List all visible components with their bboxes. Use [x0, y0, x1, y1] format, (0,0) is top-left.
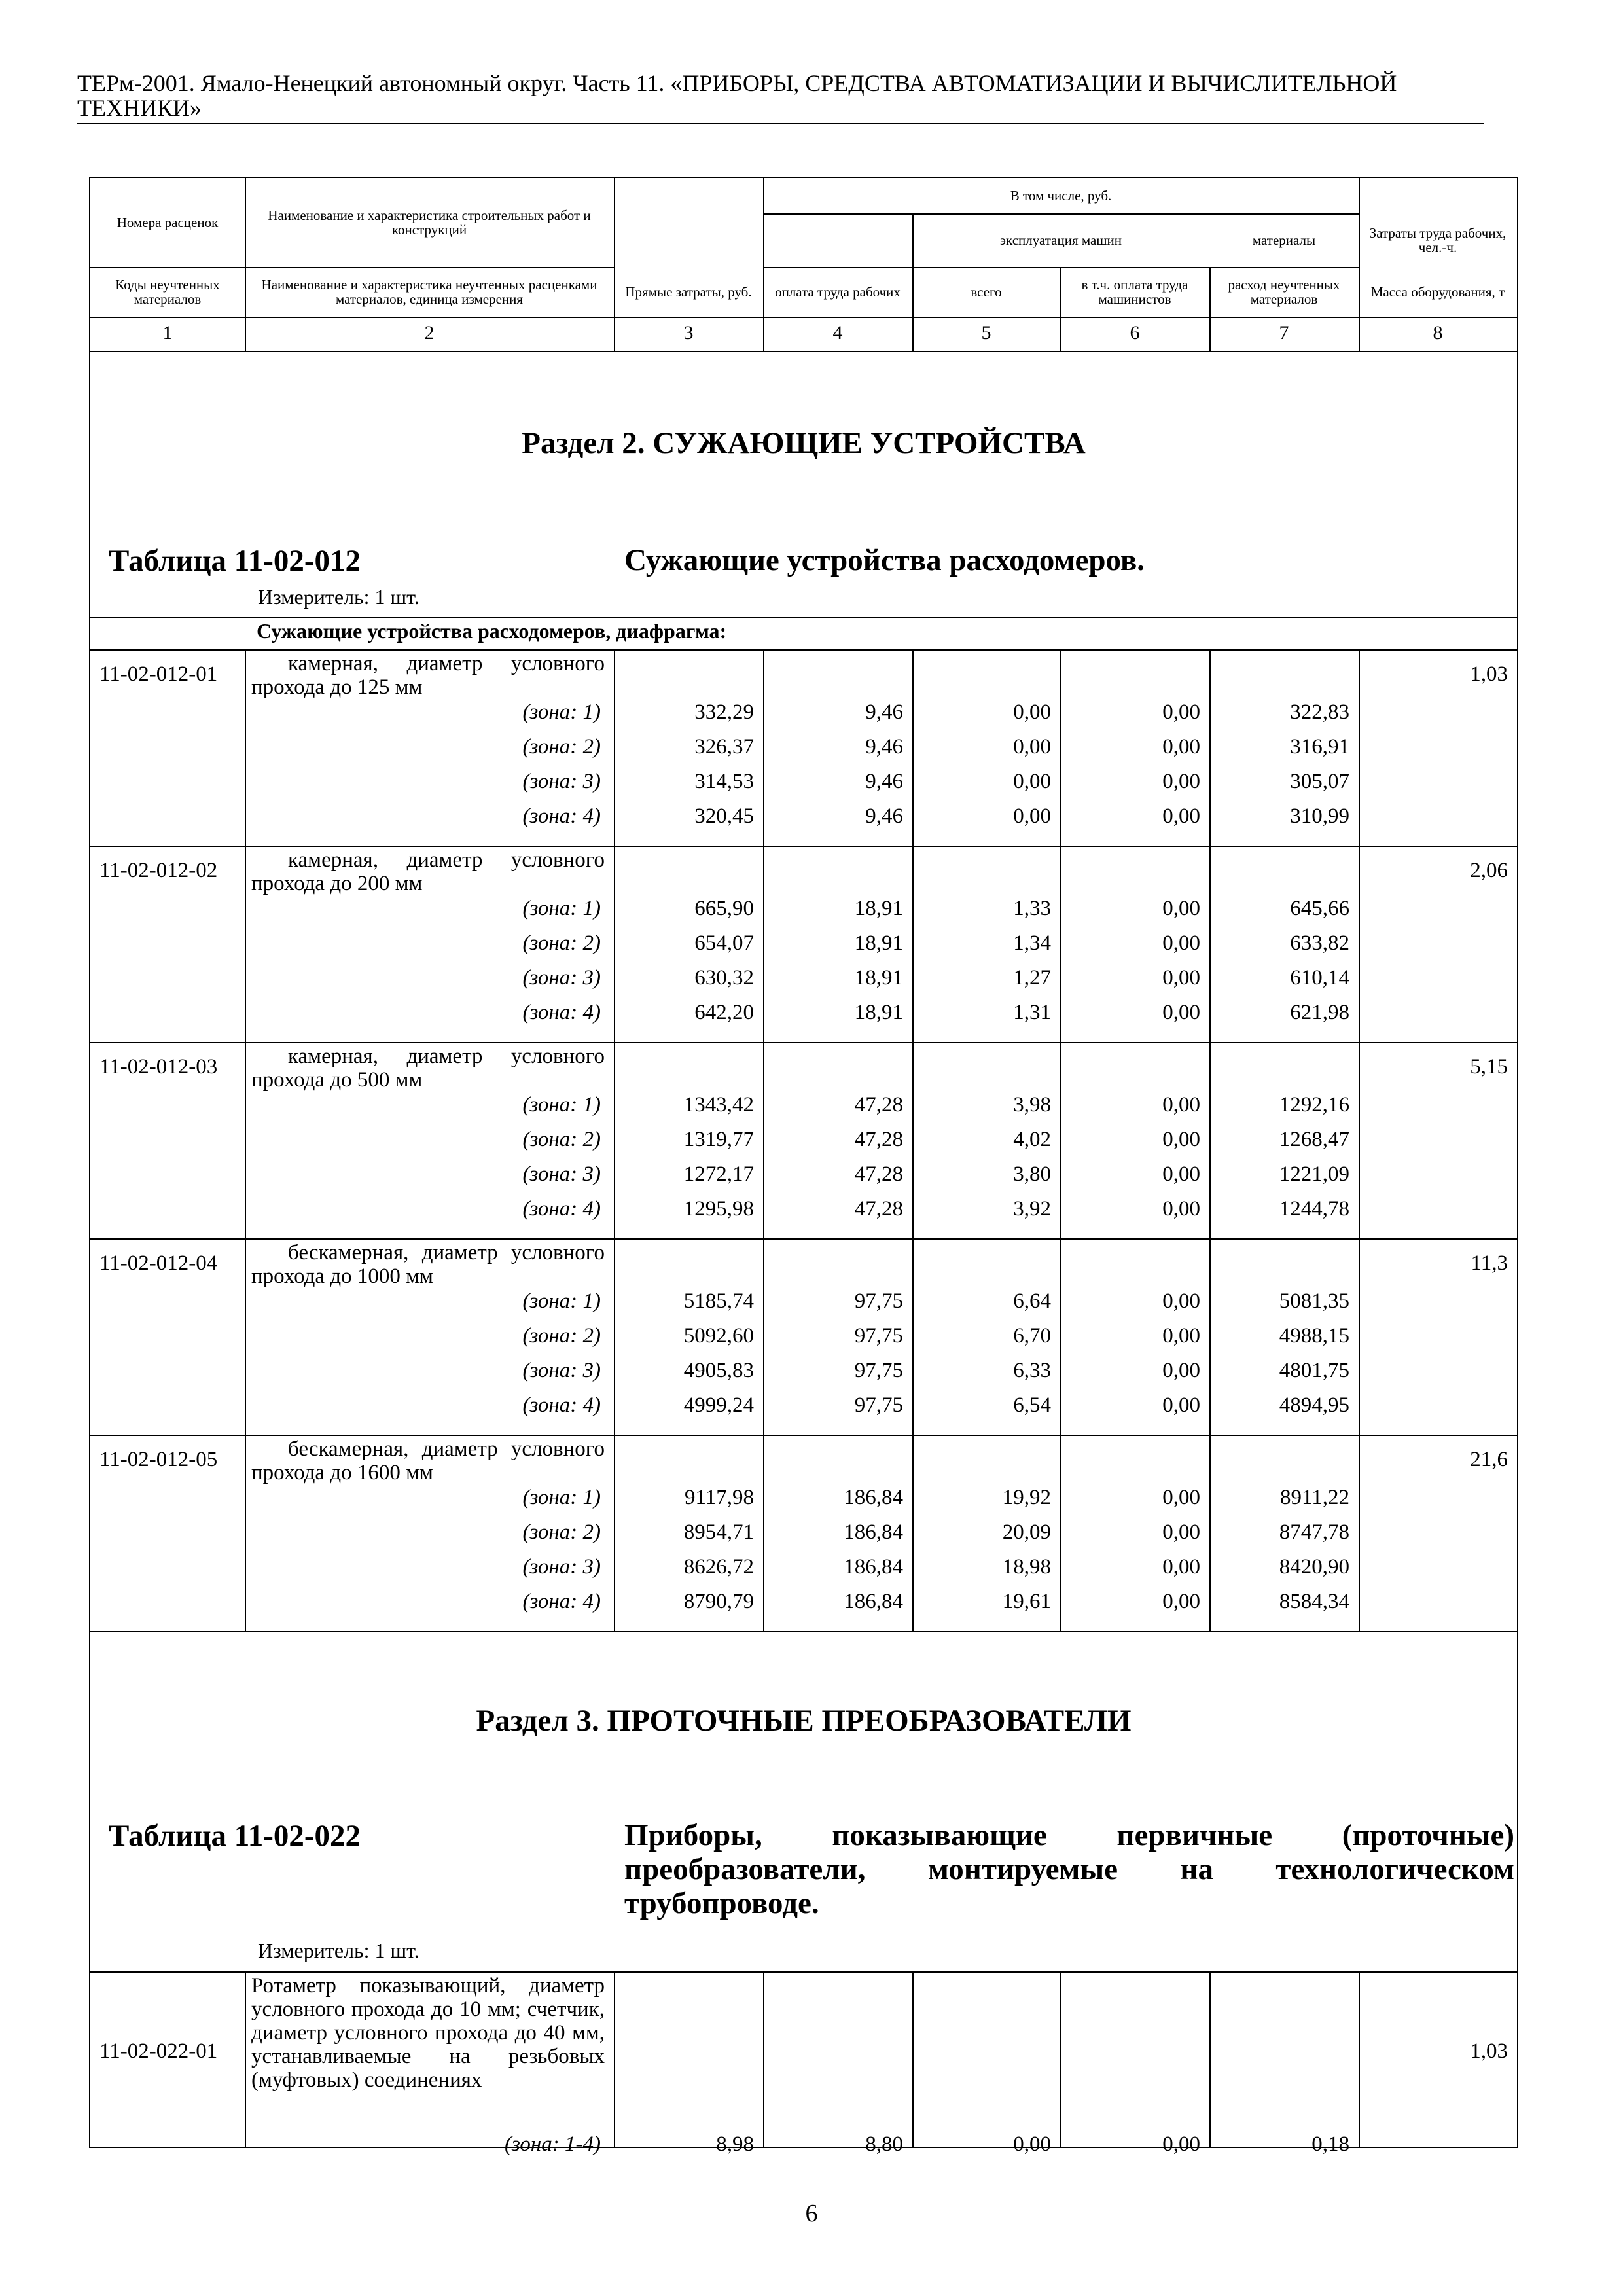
table-cell-value: 18,91	[854, 1001, 903, 1024]
table-cell-value: 0,00	[1162, 931, 1200, 955]
grid-line	[90, 1238, 1517, 1240]
table-cell-value: 47,28	[854, 1128, 903, 1151]
zone-label: (зона: 1-4)	[504, 2132, 601, 2156]
table-cell-value: 186,84	[844, 1486, 903, 1509]
header-cell: в т.ч. оплата труда машинистов	[1081, 277, 1188, 307]
table-cell-value: 1,31	[1013, 1001, 1051, 1024]
section-title: Раздел 2. СУЖАЮЩИЕ УСТРОЙСТВА	[522, 426, 1086, 460]
grid-line	[245, 1238, 246, 1435]
table-cell-value: 332,29	[694, 700, 754, 724]
table-cell-value: 1343,42	[683, 1093, 754, 1117]
table-cell-value: 8626,72	[683, 1555, 754, 1579]
table-cell-value: 20,09	[1002, 1520, 1051, 1544]
table-cell-value: 0,00	[1162, 735, 1200, 759]
zone-label: (зона: 2)	[522, 735, 601, 759]
grid-line	[614, 1971, 615, 2147]
table-cell-value: 0,00	[1162, 1393, 1200, 1417]
table-cell-value: 19,92	[1002, 1486, 1051, 1509]
table-cell-value: 1292,16	[1279, 1093, 1349, 1117]
table-cell-value: 47,28	[854, 1093, 903, 1117]
table-cell-value: 654,07	[694, 931, 754, 955]
table-cell-value: 4988,15	[1279, 1324, 1349, 1348]
table-cell-value: 0,00	[1162, 1520, 1200, 1544]
table-cell-value: 18,91	[854, 897, 903, 920]
table-cell-value: 18,91	[854, 931, 903, 955]
zone-label: (зона: 3)	[522, 1359, 601, 1382]
grid-line	[245, 649, 246, 846]
table-cell-value: 4999,24	[683, 1393, 754, 1417]
grid-line	[245, 1971, 246, 2147]
table-cell-value: 0,00	[1162, 1359, 1200, 1382]
table-label: Таблица 11-02-012	[109, 544, 361, 578]
table-cell-value: 305,07	[1290, 770, 1349, 793]
table-cell-value: 645,66	[1290, 897, 1349, 920]
rate-description: камерная, диаметр условного прохода до 500 мм	[251, 1045, 605, 1092]
zone-label: (зона: 1)	[522, 1486, 601, 1509]
rate-description: бескамерная, диаметр условного прохода до 1600 мм	[251, 1437, 605, 1484]
zone-label: (зона: 2)	[522, 1520, 601, 1544]
column-number: 8	[1433, 322, 1443, 344]
table-cell-value: 5185,74	[683, 1289, 754, 1313]
table-cell-value: 47,28	[854, 1197, 903, 1221]
grid-line	[912, 1971, 914, 2147]
table-cell-value: 1221,09	[1279, 1162, 1349, 1186]
table-cell-value: 316,91	[1290, 735, 1349, 759]
table-cell-value: 9,46	[865, 770, 903, 793]
header-cell: материалы	[1252, 232, 1316, 248]
table-cell-value: 9,46	[865, 700, 903, 724]
grid-line	[90, 317, 1517, 318]
zone-label: (зона: 4)	[522, 804, 601, 828]
grid-line	[90, 1971, 1517, 1973]
table-cell-value: 1244,78	[1279, 1197, 1349, 1221]
rate-code: 11-02-012-02	[99, 859, 218, 882]
grid-line	[245, 846, 246, 1042]
running-header: ТЕРм-2001. Ямало-Ненецкий автономный округ. Часть 11. «ПРИБОРЫ, СРЕДСТВА АВТОМАТИЗАЦИИ И ВЫЧИСЛИТЕЛЬНОЙ ТЕХНИКИ»	[77, 71, 1484, 124]
table-cell-value: 4801,75	[1279, 1359, 1349, 1382]
table-cell-value: 4905,83	[683, 1359, 754, 1382]
header-cell: Наименование и характеристика строительных работ и конструкций	[268, 207, 591, 238]
rate-code: 11-02-012-01	[99, 662, 218, 686]
table-cell-value: 0,00	[1013, 770, 1051, 793]
labor-cost: 1,03	[1470, 662, 1508, 686]
zone-label: (зона: 4)	[522, 1590, 601, 1613]
grid-line	[1060, 1971, 1061, 2147]
table-cell-value: 0,00	[1162, 897, 1200, 920]
header-cell: Коды неучтенных материалов	[115, 277, 220, 307]
table-cell-value: 322,83	[1290, 700, 1349, 724]
table-cell-value: 1,33	[1013, 897, 1051, 920]
grid-line	[90, 1435, 1517, 1436]
header-cell: эксплуатация машин	[1000, 232, 1122, 248]
table-cell-value: 186,84	[844, 1590, 903, 1613]
table-cell-value: 6,70	[1013, 1324, 1051, 1348]
column-number: 1	[162, 322, 173, 344]
table-cell-value: 0,00	[1162, 1555, 1200, 1579]
table-cell-value: 8954,71	[683, 1520, 754, 1544]
table-cell-value: 314,53	[694, 770, 754, 793]
table-label: Таблица 11-02-022	[109, 1819, 361, 1853]
table-cell-value: 0,00	[1162, 1197, 1200, 1221]
table-cell-value: 3,92	[1013, 1197, 1051, 1221]
table-cell-value: 0,18	[1311, 2132, 1349, 2156]
table-title: Сужающие устройства расходомеров.	[624, 543, 1145, 577]
table-title: Приборы, показывающие первичные (проточные) преобразователи, монтируемые на технологическом трубопроводе.	[624, 1818, 1514, 1920]
table-cell-value: 630,32	[694, 966, 754, 990]
grid-line	[90, 1042, 1517, 1043]
table-cell-value: 8,98	[716, 2132, 754, 2156]
labor-cost: 21,6	[1470, 1448, 1508, 1471]
table-cell-value: 8420,90	[1279, 1555, 1349, 1579]
measure-unit: Измеритель: 1 шт.	[258, 585, 419, 609]
zone-label: (зона: 1)	[522, 1093, 601, 1117]
table-cell-value: 3,80	[1013, 1162, 1051, 1186]
zone-label: (зона: 4)	[522, 1001, 601, 1024]
rate-description: Ротаметр показывающий, диаметр условного прохода до 10 мм; счетчик, диаметр условного прохода до 40 мм, устанавливаемые на резьбовых (муфтовых) соединениях	[251, 1974, 605, 2092]
header-cell: Затраты труда рабочих, чел.-ч.	[1369, 225, 1507, 255]
table-cell-value: 0,00	[1162, 1590, 1200, 1613]
table-cell-value: 6,54	[1013, 1393, 1051, 1417]
zone-label: (зона: 2)	[522, 931, 601, 955]
table-cell-value: 0,00	[1013, 735, 1051, 759]
labor-cost: 1,03	[1470, 2039, 1508, 2063]
header-cell: Номера расценок	[116, 215, 219, 230]
column-number: 6	[1130, 322, 1140, 344]
rate-description: камерная, диаметр условного прохода до 200 мм	[251, 848, 605, 895]
table-cell-value: 18,91	[854, 966, 903, 990]
table-cell-value: 621,98	[1290, 1001, 1349, 1024]
grid-line	[245, 1042, 246, 1238]
table-cell-value: 0,00	[1162, 1289, 1200, 1313]
grid-line	[90, 351, 1517, 352]
grid-line	[90, 649, 1517, 651]
zone-label: (зона: 2)	[522, 1128, 601, 1151]
labor-cost: 11,3	[1471, 1251, 1508, 1275]
table-cell-value: 186,84	[844, 1520, 903, 1544]
header-cell: всего	[971, 284, 1002, 300]
header-cell: оплата труда рабочих	[775, 284, 901, 300]
zone-label: (зона: 3)	[522, 1555, 601, 1579]
grid-line	[90, 846, 1517, 847]
column-number: 5	[981, 322, 991, 344]
table-cell-value: 0,00	[1013, 2132, 1051, 2156]
table-cell-value: 8790,79	[683, 1590, 754, 1613]
table-cell-value: 47,28	[854, 1162, 903, 1186]
table-cell-value: 4,02	[1013, 1128, 1051, 1151]
table-cell-value: 3,98	[1013, 1093, 1051, 1117]
table-cell-value: 310,99	[1290, 804, 1349, 828]
header-cell: Масса оборудования, т	[1370, 284, 1505, 300]
zone-label: (зона: 3)	[522, 770, 601, 793]
column-number: 4	[832, 322, 843, 344]
table-cell-value: 0,00	[1162, 1001, 1200, 1024]
zone-label: (зона: 3)	[522, 1162, 601, 1186]
table-cell-value: 326,37	[694, 735, 754, 759]
table-cell-value: 320,45	[694, 804, 754, 828]
page-number: 6	[805, 2200, 818, 2227]
subheading: Сужающие устройства расходомеров, диафрагма:	[257, 619, 727, 643]
table-cell-value: 642,20	[694, 1001, 754, 1024]
grid-line	[1209, 1971, 1211, 2147]
column-number: 3	[683, 322, 694, 344]
rate-code: 11-02-012-05	[99, 1448, 218, 1471]
zone-label: (зона: 3)	[522, 966, 601, 990]
table-cell-value: 8747,78	[1279, 1520, 1349, 1544]
table-cell-value: 0,00	[1162, 2132, 1200, 2156]
table-cell-value: 18,98	[1002, 1555, 1051, 1579]
zone-label: (зона: 4)	[522, 1393, 601, 1417]
column-number: 7	[1279, 322, 1289, 344]
rate-code: 11-02-012-03	[99, 1055, 218, 1079]
rate-description: камерная, диаметр условного прохода до 125 мм	[251, 652, 605, 699]
table-cell-value: 9,46	[865, 735, 903, 759]
table-cell-value: 0,00	[1162, 1093, 1200, 1117]
table-cell-value: 6,64	[1013, 1289, 1051, 1313]
header-cell: Наименование и характеристика неучтенных расценками материалов, единица измерения	[261, 277, 597, 307]
labor-cost: 5,15	[1470, 1055, 1508, 1079]
table-cell-value: 1268,47	[1279, 1128, 1349, 1151]
measure-unit: Измеритель: 1 шт.	[258, 1939, 419, 1962]
table-cell-value: 1,34	[1013, 931, 1051, 955]
table-cell-value: 9,46	[865, 804, 903, 828]
table-cell-value: 1319,77	[683, 1128, 754, 1151]
rate-description: бескамерная, диаметр условного прохода до 1000 мм	[251, 1241, 605, 1288]
rate-code: 11-02-012-04	[99, 1251, 218, 1275]
header-cell: Прямые затраты, руб.	[625, 284, 752, 300]
table-cell-value: 0,00	[1162, 966, 1200, 990]
table-cell-value: 633,82	[1290, 931, 1349, 955]
table-cell-value: 4894,95	[1279, 1393, 1349, 1417]
table-cell-value: 0,00	[1162, 1486, 1200, 1509]
table-cell-value: 5092,60	[683, 1324, 754, 1348]
grid-line	[245, 1435, 246, 1631]
table-cell-value: 0,00	[1162, 1128, 1200, 1151]
table-cell-value: 8,80	[865, 2132, 903, 2156]
table-cell-value: 1272,17	[683, 1162, 754, 1186]
table-cell-value: 19,61	[1002, 1590, 1051, 1613]
table-cell-value: 9117,98	[684, 1486, 754, 1509]
grid-line	[763, 1971, 764, 2147]
table-cell-value: 665,90	[694, 897, 754, 920]
zone-label: (зона: 2)	[522, 1324, 601, 1348]
grid-line	[90, 617, 1517, 618]
table-cell-value: 97,75	[854, 1393, 903, 1417]
table-cell-value: 0,00	[1162, 1162, 1200, 1186]
table-cell-value: 97,75	[854, 1359, 903, 1382]
table-cell-value: 1,27	[1013, 966, 1051, 990]
table-cell-value: 0,00	[1162, 1324, 1200, 1348]
section-title: Раздел 3. ПРОТОЧНЫЕ ПРЕОБРАЗОВАТЕЛИ	[476, 1704, 1132, 1738]
table-cell-value: 0,00	[1013, 700, 1051, 724]
table-cell-value: 6,33	[1013, 1359, 1051, 1382]
table-cell-value: 610,14	[1290, 966, 1349, 990]
header-cell: расход неучтенных материалов	[1228, 277, 1340, 307]
table-cell-value: 5081,35	[1279, 1289, 1349, 1313]
zone-label: (зона: 1)	[522, 1289, 601, 1313]
zone-label: (зона: 1)	[522, 700, 601, 724]
table-cell-value: 0,00	[1162, 804, 1200, 828]
column-number: 2	[424, 322, 435, 344]
zone-label: (зона: 4)	[522, 1197, 601, 1221]
table-cell-value: 8584,34	[1279, 1590, 1349, 1613]
table-cell-value: 186,84	[844, 1555, 903, 1579]
table-cell-value: 8911,22	[1279, 1486, 1349, 1509]
table-cell-value: 97,75	[854, 1289, 903, 1313]
table-cell-value: 0,00	[1013, 804, 1051, 828]
table-cell-value: 97,75	[854, 1324, 903, 1348]
grid-line	[90, 1631, 1517, 1632]
rate-code: 11-02-022-01	[99, 2039, 218, 2063]
table-cell-value: 0,00	[1162, 700, 1200, 724]
header-cell: В том числе, руб.	[1010, 188, 1112, 204]
table-cell-value: 1295,98	[683, 1197, 754, 1221]
rates-table	[89, 177, 1518, 2156]
zone-label: (зона: 1)	[522, 897, 601, 920]
labor-cost: 2,06	[1470, 859, 1508, 882]
table-cell-value: 0,00	[1162, 770, 1200, 793]
